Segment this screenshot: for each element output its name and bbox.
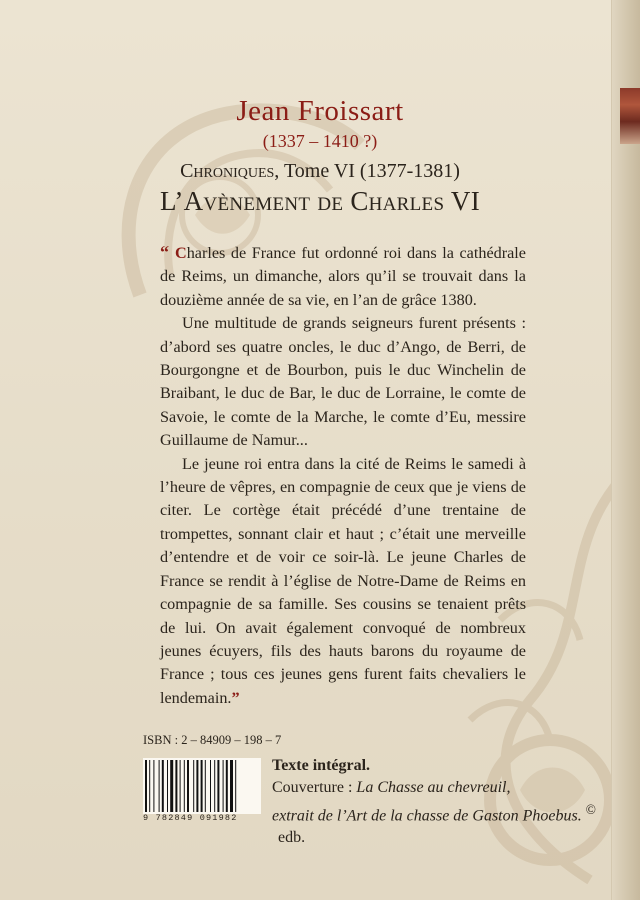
series-name: Chroniques, [180,160,280,182]
full-text-note: Texte intégral. [272,757,371,774]
cover-artwork-title: La Chasse au chevreuil, [356,779,511,796]
cover-source-line [272,799,602,849]
cover-credit [272,777,602,799]
excerpt-paragraph-1 [160,241,526,312]
open-quote: “ [160,242,169,262]
cover-artwork-source: extrait de l’Art de la chasse de Gaston Phoebus. [272,807,582,825]
author-dates: (1337 – 1410 ?) [262,131,378,151]
isbn-number: ISBN : 2 – 84909 – 198 – 7 [143,733,282,747]
excerpt-paragraph-2: Une multitude de grands seigneurs furent présents : d’abord ses quatre oncles, le duc d’Ango, de Berri, de Bourgongne et de Bourbon, puis le duc Winchelin de Braibant, le duc de Bar, le duc de Lorraine, le comte de Savoie, le comte de la Marche, le comte d’Eu, messire Guillaume de Namur... [160,314,526,450]
copyright-symbol: © [585,802,596,817]
excerpt-paragraph-3 [160,453,526,710]
book-title: L’Avènement de Charles VI [160,186,480,216]
author-name: Jean Froissart [236,95,404,127]
volume-info: Tome VI (1377-1381) [283,160,460,182]
cover-label: Couverture : [272,779,353,796]
excerpt-paragraph-1-text: harles de France fut ordonné roi dans la cathédrale de Reims, un dimanche, alors qu’il se trouvait dans la douzième année de sa vie, en l’an de grâce 1380. [160,244,526,309]
barcode-icon [143,758,261,814]
barcode-digits: 9 782849 091982 [143,813,238,823]
excerpt-text [160,241,526,710]
series-subtitle [0,160,640,183]
close-quote: ” [231,688,240,707]
publication-info [272,755,602,849]
drop-cap: C [175,244,187,262]
publisher-name: edb. [278,829,306,847]
excerpt-paragraph-3-text: Le jeune roi entra dans la cité de Reims le samedi à l’heure de vêpres, en compagnie de ceux que je viens de citer. Le cortège était précédé d’une trentaine de trompettes, sonnant clair et haut ; c’était une merveille d’entendre et de voir ce soir-là. Le jeune Charles de France se rendit à l’église de Notre-Dame de Reims en compagnie de sa famille. Ses cousins se tenaient prêts de lui. On avait également convoqué de nombreux jeunes écuyers, fils des hauts barons du royaume de France ; tous ces jeunes gens furent faits chevaliers le lendemain. [160,454,526,707]
